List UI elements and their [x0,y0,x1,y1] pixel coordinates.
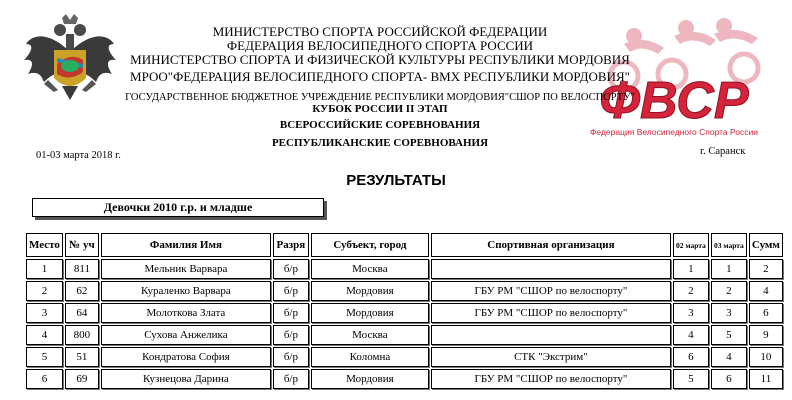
table-row [26,281,783,301]
cell-sum: 10 [749,347,783,367]
fvsr-logo-caption: Федерация Велосипедного Спорта России [589,127,759,137]
cell-name: Кузнецова Дарина [101,369,271,389]
cell-number: 51 [65,347,99,367]
cell-number: 69 [65,369,99,389]
cell-rank: б/р [273,281,309,301]
cell-sum: 11 [749,369,783,389]
cell-day2: 4 [711,347,747,367]
cell-number: 800 [65,325,99,345]
cell-name: Мельник Варвара [101,259,271,279]
cell-rank: б/р [273,369,309,389]
cell-region: Коломна [311,347,429,367]
cell-name: Сухова Анжелика [101,325,271,345]
results-table [24,231,785,391]
cell-day1: 2 [673,281,709,301]
cell-sum: 2 [749,259,783,279]
cell-place: 3 [26,303,63,323]
cell-day2: 6 [711,369,747,389]
results-title: РЕЗУЛЬТАТЫ [346,172,446,189]
cell-name: Кондратова София [101,347,271,367]
col-region: Субъект, город [311,233,429,257]
col-rank: Разря [273,233,309,257]
header-all-russian: ВСЕРОССИЙСКИЕ СОРЕВНОВАНИЯ [279,119,481,131]
cell-organization: ГБУ РМ "СШОР по велоспорту" [431,281,671,301]
col-sum: Сумм [749,233,783,257]
cell-rank: б/р [273,347,309,367]
col-organization: Спортивная организация [431,233,671,257]
cell-sum: 9 [749,325,783,345]
cell-region: Москва [311,325,429,345]
cell-region: Мордовия [311,281,429,301]
cell-day1: 6 [673,347,709,367]
col-day2: 03 марта [711,233,747,257]
cell-name: Молоткова Злата [101,303,271,323]
table-row [26,259,783,279]
col-number: № уч [65,233,99,257]
cell-day2: 1 [711,259,747,279]
cell-place: 6 [26,369,63,389]
cell-rank: б/р [273,259,309,279]
cell-place: 2 [26,281,63,301]
cell-sum: 4 [749,281,783,301]
cell-day2: 2 [711,281,747,301]
header-ministry-mordovia: МИНИСТЕРСТВО СПОРТА И ФИЗИЧЕСКОЙ КУЛЬТУРЫ РЕСПУБЛИКИ МОРДОВИЯ [130,52,630,67]
cell-place: 1 [26,259,63,279]
col-day1: 02 марта [673,233,709,257]
cell-day2: 3 [711,303,747,323]
header-school-institution: ГОСУДАРСТВЕННОЕ БЮДЖЕТНОЕ УЧРЕЖДЕНИЕ РЕСПУБЛИКИ МОРДОВИЯ"СШОР ПО ВЕЛОСПОРТУ" [125,92,635,103]
table-row [26,347,783,367]
event-date: 01-03 марта 2018 г. [36,150,121,161]
cell-organization [431,259,671,279]
col-name: Фамилия Имя [101,233,271,257]
cell-organization: ГБУ РМ "СШОР по велоспорту" [431,303,671,323]
cell-organization: СТК "Экстрим" [431,347,671,367]
category-label: Девочки 2010 г.р. и младше [32,198,324,217]
cell-day1: 3 [673,303,709,323]
table-row [26,325,783,345]
fvsr-logo-text: ФВСР [599,72,749,130]
cell-place: 4 [26,325,63,345]
cell-organization: ГБУ РМ "СШОР по велоспорту" [431,369,671,389]
cell-organization [431,325,671,345]
cell-region: Мордовия [311,303,429,323]
cell-day1: 1 [673,259,709,279]
cell-number: 62 [65,281,99,301]
table-header-row [26,233,783,257]
table-row [26,303,783,323]
cell-rank: б/р [273,303,309,323]
cell-rank: б/р [273,325,309,345]
cell-sum: 6 [749,303,783,323]
coat-of-arms-icon [22,14,118,104]
header-bmx-federation: МРОО"ФЕДЕРАЦИЯ ВЕЛОСИПЕДНОГО СПОРТА- ВМХ РЕСПУБЛИКИ МОРДОВИЯ" [130,69,630,84]
cell-place: 5 [26,347,63,367]
cell-number: 811 [65,259,99,279]
event-city: г. Саранск [700,146,746,157]
table-row [26,369,783,389]
cell-region: Мордовия [311,369,429,389]
header-republican: РЕСПУБЛИКАНСКИЕ СОРЕВНОВАНИЯ [271,137,489,149]
col-place: Место [26,233,63,257]
header-ministry-sport-rf: МИНИСТЕРСТВО СПОРТА РОССИЙСКОЙ ФЕДЕРАЦИИ [212,24,548,39]
cell-name: Кураленко Варвара [101,281,271,301]
header-cycling-federation: ФЕДЕРАЦИЯ ВЕЛОСИПЕДНОГО СПОРТА РОССИИ [226,38,534,53]
cell-day2: 5 [711,325,747,345]
header-cup-stage: КУБОК РОССИИ II ЭТАП [312,103,448,115]
cell-day1: 5 [673,369,709,389]
cell-number: 64 [65,303,99,323]
cell-region: Москва [311,259,429,279]
cell-day1: 4 [673,325,709,345]
